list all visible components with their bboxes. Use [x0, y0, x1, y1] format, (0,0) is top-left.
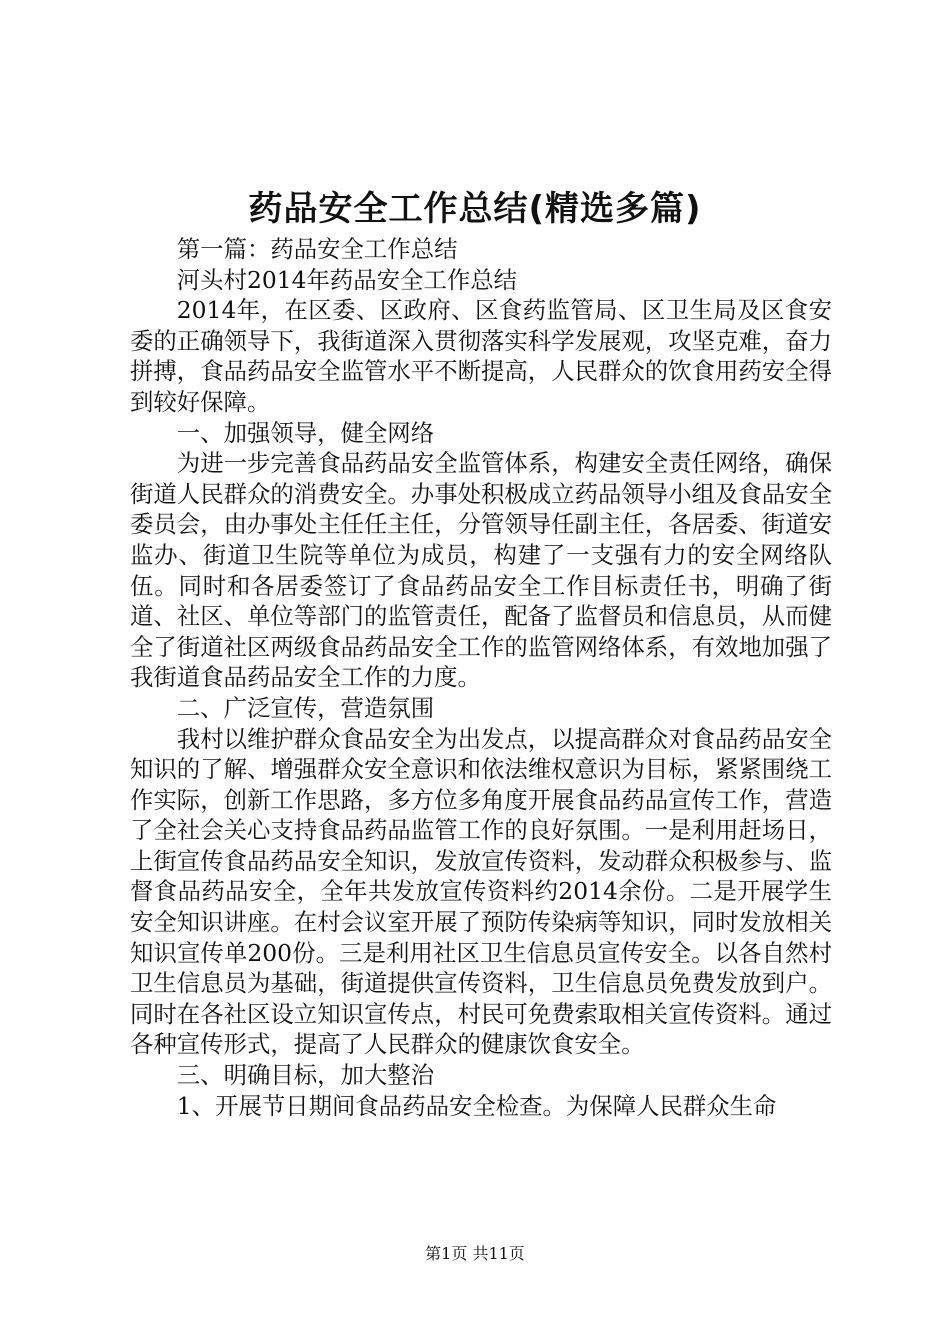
page-footer: 第1页 共11页	[425, 1244, 525, 1263]
paragraph-leadership: 为进一步完善食品药品安全监管体系，构建安全责任网络，确保街道人民群众的消费安全。办事处积极成立药品领导小组及食品安全委员会，由办事处主任任主任，分管领导任副主任，各居委、街道安监办、街道卫生院等单位为成员，构建了一支强有力的安全网络队伍。同时和各居委签订了食品药品安全工作目标责任书，明确了街道、社区、单位等部门的监管责任，配备了监督员和信息员，从而健全了街道社区两级食品药品安全工作的监管网络体系，有效地加强了我街道食品药品安全工作的力度。	[130, 449, 832, 692]
paragraph-heading-2: 二、广泛宣传，营造氛围	[176, 693, 435, 722]
paragraph-heading-3: 三、明确目标，加大整治	[176, 1061, 435, 1090]
document-title: 药品安全工作总结(精选多篇)	[248, 189, 702, 229]
document-body	[130, 234, 832, 1121]
paragraph-intro: 2014年，在区委、区政府、区食药监管局、区卫生局及区食安委的正确领导下，我街道深入贯彻落实科学发展观，攻坚克难，奋力拼搏，食品药品安全监管水平不断提高，人民群众的饮食用药安全得到较好保障。	[130, 296, 832, 416]
paragraph-heading-1: 一、加强领导，健全网络	[176, 418, 435, 447]
paragraph-report-title: 河头村2014年药品安全工作总结	[176, 265, 518, 294]
paragraph-publicity: 我村以维护群众食品安全为出发点，以提高群众对食品药品安全知识的了解、增强群众安全意识和依法维权意识为目标，紧紧围绕工作实际，创新工作思路，多方位多角度开展食品药品宣传工作，营造了全社会关心支持食品药品监管工作的良好氛围。一是利用赶场日，上街宣传食品药品安全知识，发放宣传资料，发动群众积极参与、监督食品药品安全，全年共发放宣传资料约2014余份。二是开展学生安全知识讲座。在村会议室开展了预防传染病等知识，同时发放相关知识宣传单200份。三是利用社区卫生信息员宣传安全。以各自然村卫生信息员为基础，街道提供宣传资料，卫生信息员免费发放到户。同时在各社区设立知识宣传点，村民可免费索取相关宣传资料。通过各种宣传形式，提高了人民群众的健康饮食安全。	[130, 724, 832, 1059]
paragraph-section-heading: 第一篇：药品安全工作总结	[176, 235, 458, 263]
paragraph-inspection: 1、开展节日期间食品药品安全检查。为保障人民群众生命	[176, 1091, 777, 1120]
